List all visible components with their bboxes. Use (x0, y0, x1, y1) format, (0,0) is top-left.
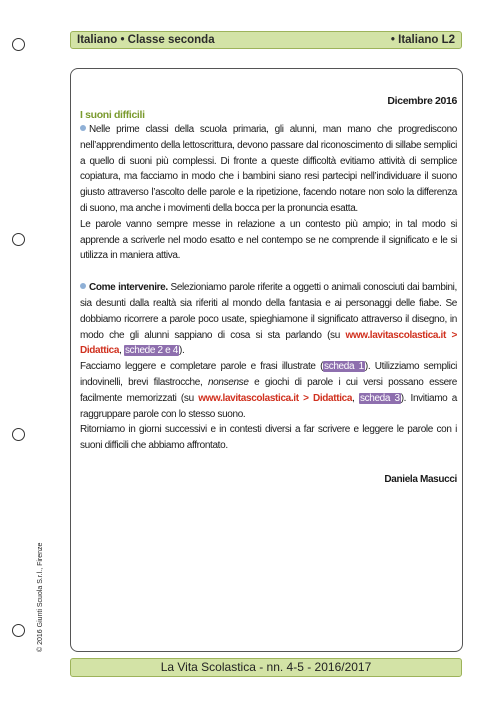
binder-hole-1 (12, 38, 25, 51)
site-link[interactable]: www.lavitascolastica.it > Didattica (198, 392, 353, 404)
worksheet-ref[interactable]: schede 2 e 4 (124, 345, 179, 357)
section-lead: Come intervenire. (89, 282, 168, 294)
footer-bar (70, 658, 462, 677)
site-link[interactable]: www.lavitascolastica.it > Didattica (80, 329, 457, 357)
article-date: Dicembre 2016 (387, 95, 457, 107)
binder-hole-3 (12, 428, 25, 441)
copyright-note: © 2016 Giunti Scuola S.r.l., Firenze (37, 542, 44, 652)
bullet-icon (80, 125, 86, 131)
worksheet-ref[interactable]: scheda 1 (324, 361, 364, 373)
worksheet-ref[interactable]: scheda 3 (359, 392, 400, 404)
paragraph-3: Come intervenire. Selezioniamo parole riferite a oggetti o animali conosciuti dai bambini, sia desunti dalla realtà sia riferiti al mondo della fantasia e ai personaggi delle fiabe. Se dobbiamo ricorrere a parole poco usate, spieghiamone il significato attraverso il disegno, in modo che gli alunni sappiano di cosa si sta parlando (su www.lavitascolastica.it > Didattica, schede 2 e 4). (80, 282, 457, 357)
paragraph-2: Le parole vanno sempre messe in relazione a un contesto più ampio; in tal modo si apprende a scriverle nel modo esatto e nel contempo se ne comprende il significato e le si utilizza in maniera attiva. (80, 218, 457, 262)
bullet-icon (80, 283, 86, 289)
header-bar (70, 31, 462, 49)
paragraph-4: Facciamo leggere e completare parole e frasi illustrate (scheda 1). Utilizziamo semplici indovinelli, brevi filastrocche, nonsense e giochi di parole i cui versi possano essere facilmente memorizzati (su www.lavitascolastica.it > Didattica, scheda 3). Invitiamo a raggruppare parole con lo stesso suono. (80, 361, 458, 420)
paragraph-5: Ritorniamo in giorni successivi e in contesti diversi a far scrivere e leggere le parole con i suoni difficili che abbiamo affrontato. (80, 424, 457, 452)
author-signature: Daniela Masucci (384, 473, 457, 485)
article (80, 94, 457, 488)
binder-hole-2 (12, 233, 25, 246)
footer-publication: La Vita Scolastica - nn. 4-5 - 2016/2017 (160, 660, 372, 674)
header-course: • Italiano L2 (390, 34, 455, 46)
binder-hole-4 (12, 624, 25, 637)
header-subject: Italiano • Classe seconda (77, 34, 215, 46)
paragraph-1: Nelle prime classi della scuola primaria, gli alunni, man mano che progrediscono nell’apprendimento della lettoscrittura, devono passare dal riconoscimento di sillabe semplici a quello di suoni più complessi. Di fronte a queste difficoltà evitiamo attività di semplice copiatura, ma facciamo in modo che i bambini siano resi partecipi nell’individuare il suono giusto attraverso l’ascolto delle parole e la ripetizione, facendo notare non solo la differenza di suono, ma anche i movimenti della bocca per la pronuncia esatta. (80, 124, 457, 214)
article-title: I suoni difficili (80, 109, 145, 121)
